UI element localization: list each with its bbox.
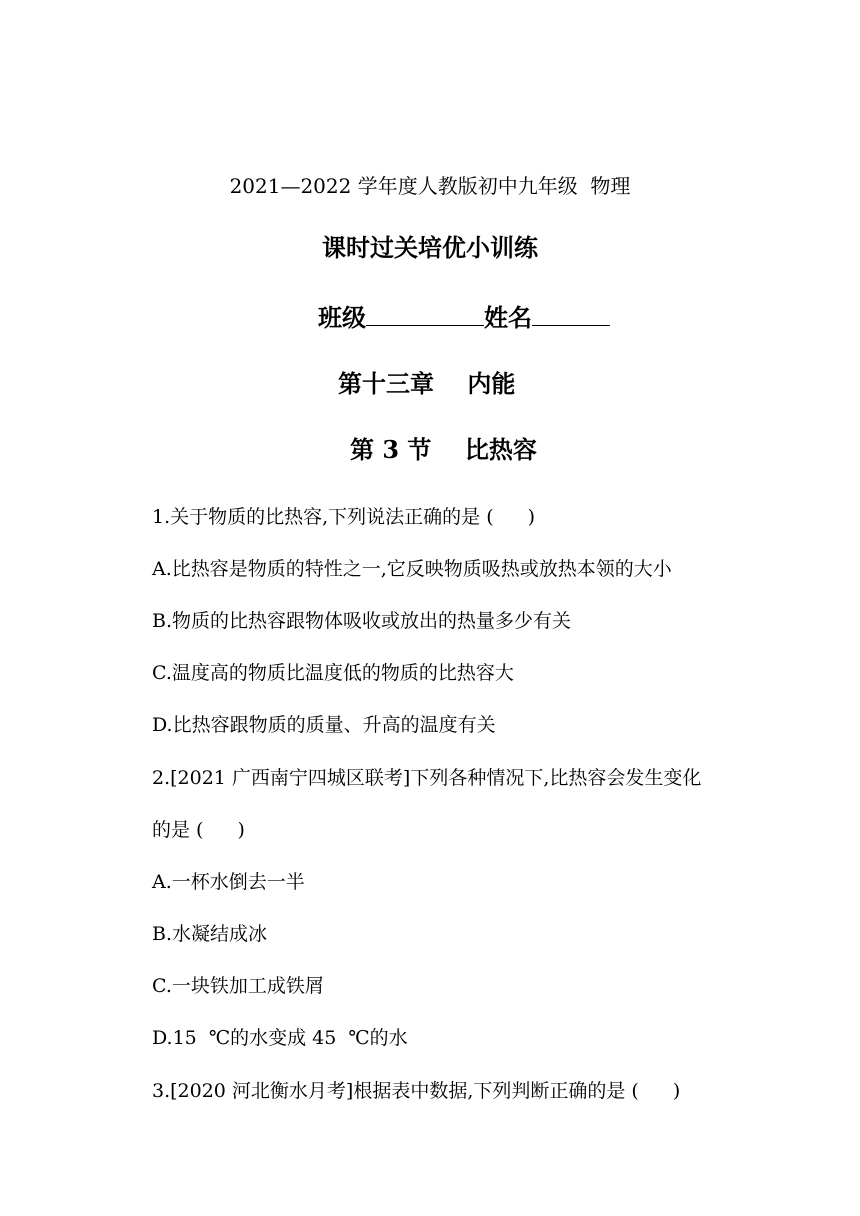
question-1-option-d: D.比热容跟物质的质量、升高的温度有关 <box>152 714 496 736</box>
question-2-option-b: B.水凝结成冰 <box>152 923 268 945</box>
question-2-option-a: A.一杯水倒去一半 <box>152 871 305 893</box>
class-name-row <box>318 303 610 333</box>
class-blank <box>366 303 484 326</box>
question-3-stem: 3.[2020 河北衡水月考]根据表中数据,下列判断正确的是 ( ) <box>152 1080 681 1102</box>
document-subtitle: 课时过关培优小训练 <box>322 233 538 262</box>
question-2-stem-continued: 的是 ( ) <box>152 819 245 841</box>
question-2-stem: 2.[2021 广西南宁四城区联考]下列各种情况下,比热容会发生变化 <box>152 767 702 789</box>
chapter-title: 第十三章 内能 <box>338 369 516 398</box>
question-1-option-b: B.物质的比热容跟物体吸收或放出的热量多少有关 <box>152 610 572 632</box>
question-1-option-c: C.温度高的物质比温度低的物质的比热容大 <box>152 662 514 684</box>
question-2-option-c: C.一块铁加工成铁屑 <box>152 975 324 997</box>
name-blank <box>532 303 610 326</box>
name-label: 姓名 <box>484 303 532 332</box>
document-header-line: 2021—2022 学年度人教版初中九年级 物理 <box>229 174 631 198</box>
section-title: 第 3 节 比热容 <box>350 435 537 464</box>
question-2-option-d: D.15 ℃的水变成 45 ℃的水 <box>152 1027 408 1049</box>
question-1-option-a: A.比热容是物质的特性之一,它反映物质吸热或放热本领的大小 <box>152 558 672 580</box>
class-label: 班级 <box>318 303 366 332</box>
question-1-stem: 1.关于物质的比热容,下列说法正确的是 ( ) <box>152 506 536 528</box>
